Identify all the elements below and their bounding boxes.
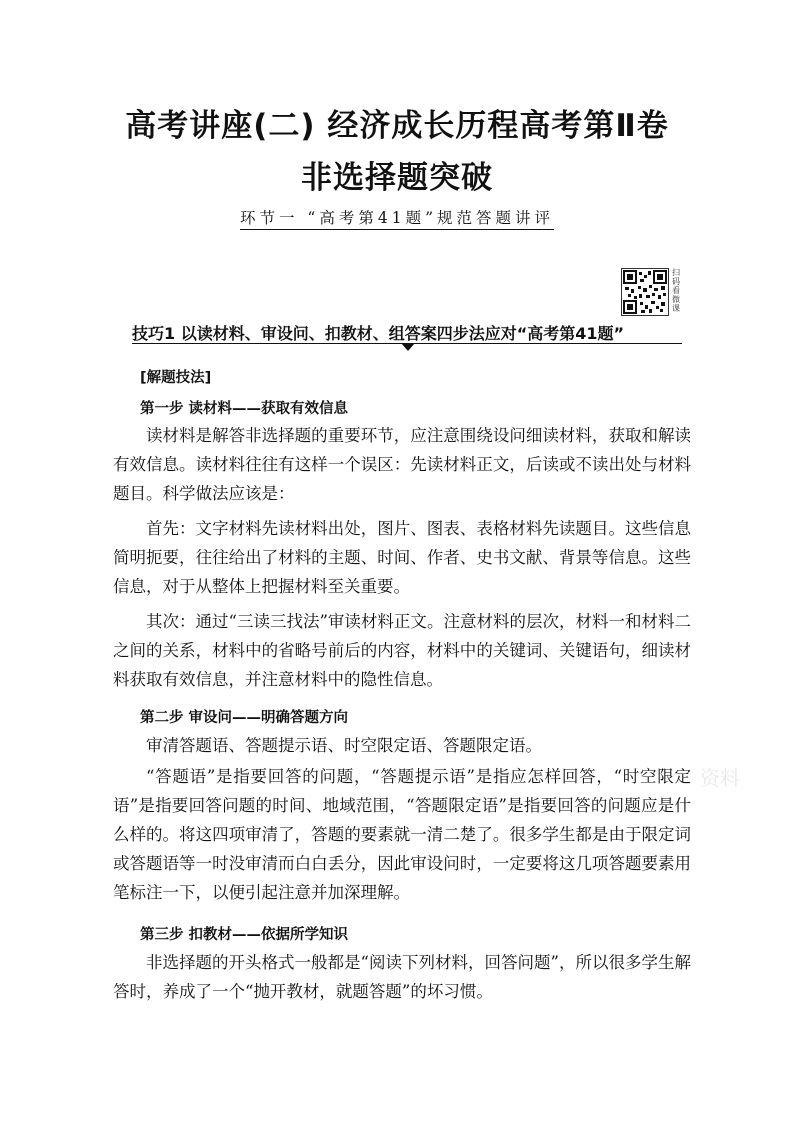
tip-heading: 技巧1 以读材料、审设问、扣教材、组答案四步法应对“高考第41题”	[132, 324, 625, 343]
step-2-paragraph-2: “答题语”是指要回答的问题，“答题提示语”是指应怎样回答，“时空限定语”是指要回答问题的时间、地域范围，“答题限定语”是指要回答的问题应是什么样的。将这四项审清了，答题的要素就一清二楚了。很多学生都是由于限定词或答题语等一时没审清而白白丢分，因此审设问时，一定要将这几项答题要素用笔标注一下，以便引起注意并加深理解。	[113, 767, 691, 902]
step-1-paragraph-2: 首先：文字材料先读材料出处，图片、图表、表格材料先读题目。这些信息简明扼要，往往给出了材料的主题、时间、作者、史书文献、背景等信息。这些信息，对于从整体上把握材料至关重要。	[113, 519, 691, 596]
method-label: [解题技法]	[140, 370, 212, 386]
section-heading-text: 环节一 “高考第41题”规范答题讲评	[240, 209, 554, 230]
step-2-paragraph-1: 审清答题语、答题提示语、时空限定语、答题限定语。	[146, 736, 542, 755]
step-2-heading: 第二步 审设问——明确答题方向	[140, 710, 349, 726]
qr-caption: 扫码看微课	[672, 268, 680, 313]
step-1-heading: 第一步 读材料——获取有效信息	[140, 401, 349, 417]
section-heading	[0, 206, 794, 228]
page-title: 高考讲座(二) 经济成长历程高考第Ⅱ卷	[125, 108, 669, 144]
step-1-paragraph-3: 其次：通过“三读三找法”审读材料正文。注意材料的层次，材料一和材料二之间的关系，材料中的省略号前后的内容，材料中的关键词、关键语句，细读材料获取有效信息，并注意材料中的隐性信息。	[113, 612, 691, 689]
watermark: 资料	[700, 766, 740, 790]
step-3-paragraph-1: 非选择题的开头格式一般都是“阅读下列材料，回答问题”，所以很多学生解答时，养成了一个“抛开教材，就题答题”的坏习惯。	[113, 953, 691, 1001]
page-subtitle: 非选择题突破	[301, 160, 493, 196]
step-1-paragraph-1: 读材料是解答非选择题的重要环节，应注意围绕设问细读材料，获取和解读有效信息。读材料往往有这样一个误区：先读材料正文，后读或不读出处与材料题目。科学做法应该是：	[113, 426, 691, 503]
tip-arrow-icon	[401, 343, 415, 351]
step-3-heading: 第三步 扣教材——依据所学知识	[140, 927, 349, 943]
qr-code-icon[interactable]	[621, 268, 669, 316]
